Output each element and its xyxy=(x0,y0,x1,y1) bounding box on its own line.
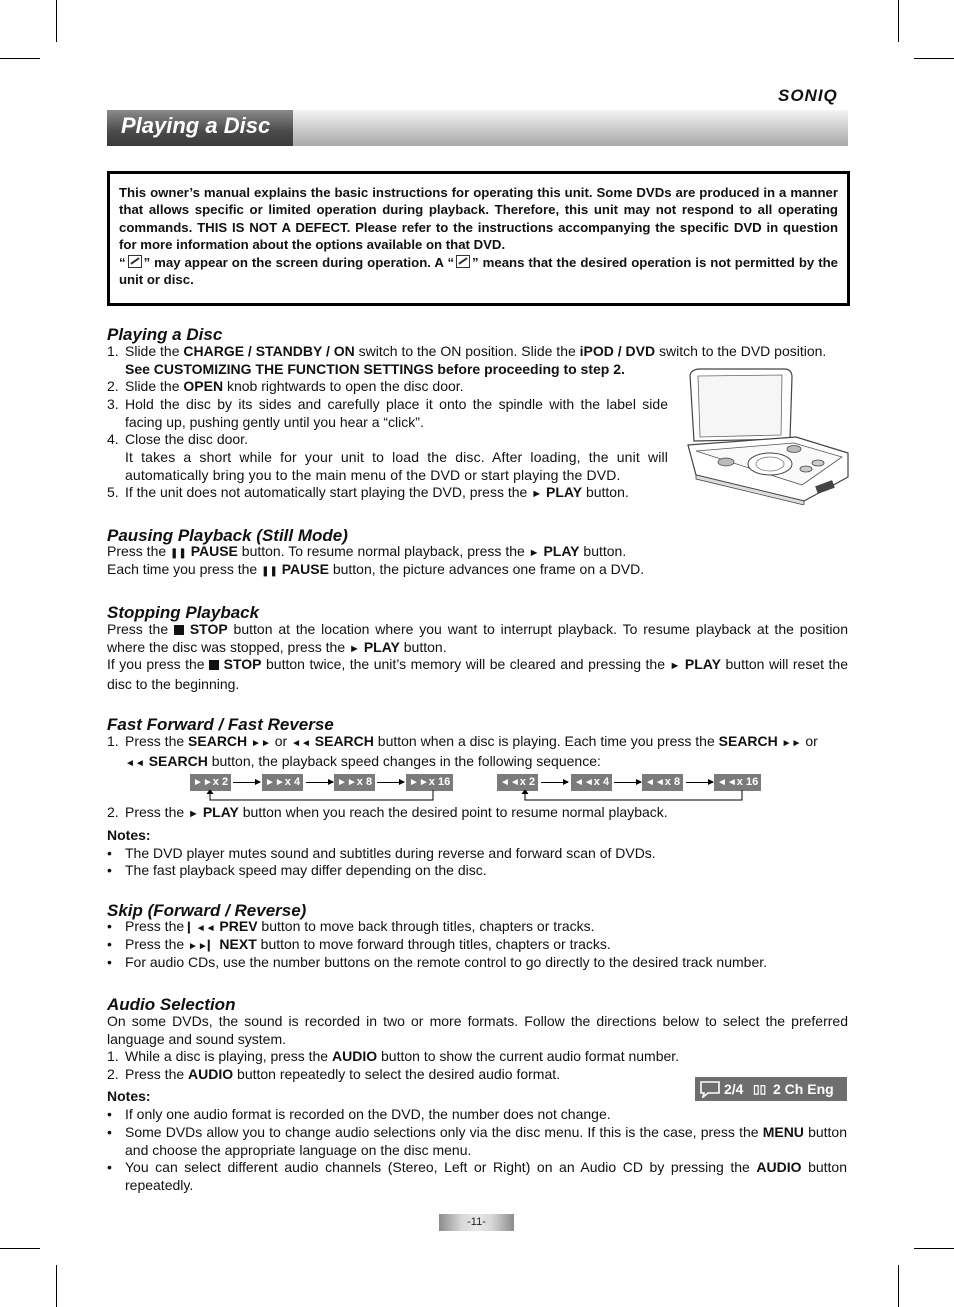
paragraph: Each time you press the ❚❚ PAUSE button, the picture advances one frame on a DVD. xyxy=(107,561,645,577)
bullet-item: • Press the ►►▎ NEXT button to move forward through titles, chapters or tracks. xyxy=(107,936,611,952)
speed-badge: ◄◄x 8 xyxy=(642,774,683,791)
bullet-item: • You can select different audio channels (Stereo, Left or Right) on an Audio CD by pressing the AUDIO button repeatedly. xyxy=(107,1159,847,1193)
list-item: 1. Press the SEARCH ►► or ◄◄ SEARCH button when a disc is playing. Each time you press the SEARCH ►► or ◄◄ SEARCH button, the playback speed changes in the following sequence: xyxy=(107,733,818,769)
play-icon: ► xyxy=(188,808,199,820)
bullet-item: • Some DVDs allow you to change audio selections only via the disc menu. If this is the case, press the MENU button and choose the appropriate language on the disc menu. xyxy=(107,1124,847,1158)
heading-skip: Skip (Forward / Reverse) xyxy=(107,901,307,920)
prohibited-icon xyxy=(128,255,142,268)
crop-mark xyxy=(0,1248,40,1249)
paragraph: Press the STOP button at the location where you want to interrupt playback. To resume playback at the position where the disc was stopped, press the ► PLAY button. xyxy=(107,621,849,655)
speed-badge: ►►x 8 xyxy=(334,774,375,791)
prohibited-icon xyxy=(456,255,470,268)
notice-symbol-line: “ ” may appear on the screen during operation. A “ ” means that the desired operation is not permitted by the unit or disc. xyxy=(119,254,839,288)
speed-badge: ◄◄x 16 xyxy=(714,774,761,791)
dvd-player-illustration xyxy=(686,367,850,505)
list-item: 2. Press the ► PLAY button when you reach the desired point to resume normal playback. xyxy=(107,804,668,820)
list-item: 4. Close the disc door. xyxy=(107,431,248,447)
title-tab xyxy=(107,110,293,146)
notice-box xyxy=(107,171,850,306)
stop-icon xyxy=(174,625,184,635)
fast-forward-icon: ►► xyxy=(781,738,802,749)
next-icon: ►►▎ xyxy=(188,941,216,952)
paragraph: On some DVDs, the sound is recorded in two or more formats. Follow the directions below to select the preferred language and sound system. xyxy=(107,1013,848,1047)
brand-logo: SONIQ xyxy=(778,86,838,105)
audio-format: 2 Ch Eng xyxy=(773,1081,834,1097)
list-item: 2. Slide the OPEN knob rightwards to open the disc door. xyxy=(107,378,464,394)
paragraph: Press the ❚❚ PAUSE button. To resume normal playback, press the ► PLAY button. xyxy=(107,543,627,559)
crop-mark xyxy=(898,0,899,42)
heading-fast: Fast Forward / Fast Reverse xyxy=(107,715,334,734)
dolby-icon: ▯▯ xyxy=(753,1082,767,1096)
loop-arrow xyxy=(520,790,746,804)
list-item: 3. Hold the disc by its sides and carefully place it onto the spindle with the label side facing up, pushing gently until you hear a “click”. xyxy=(107,396,668,430)
bullet-item: • For audio CDs, use the number buttons on the remote control to go directly to the desired track number. xyxy=(107,954,768,970)
speed-badge: ◄◄x 2 xyxy=(497,774,538,791)
bullet-item: • The fast playback speed may differ depending on the disc. xyxy=(107,862,487,878)
speed-badge: ►►x 4 xyxy=(262,774,303,791)
crop-mark xyxy=(56,1265,57,1307)
list-item: 5. If the unit does not automatically start playing the DVD, press the ► PLAY button. xyxy=(107,484,629,500)
crop-mark xyxy=(898,1265,899,1307)
heading-audio: Audio Selection xyxy=(107,995,236,1014)
play-icon: ► xyxy=(528,547,540,559)
bullet-item: • If only one audio format is recorded on the DVD, the number does not change. xyxy=(107,1106,611,1122)
speed-badge: ►►x 2 xyxy=(190,774,231,791)
audio-track-number: 2/4 xyxy=(724,1081,744,1097)
crop-mark xyxy=(914,1248,954,1249)
fast-reverse-icon: ◄◄ xyxy=(125,757,145,769)
page-title: Playing a Disc xyxy=(121,113,271,138)
pause-icon: ❚❚ xyxy=(261,566,278,577)
play-icon: ► xyxy=(531,488,543,500)
paragraph: If you press the STOP button twice, the unit’s memory will be cleared and pressing the ► PLAY button will reset the disc to the beginning. xyxy=(107,656,848,692)
fast-forward-icon: ►► xyxy=(251,738,271,749)
fast-reverse-icon: ◄◄ xyxy=(291,738,311,749)
page-number: -11- xyxy=(439,1214,514,1231)
list-item: 1. Slide the CHARGE / STANDBY / ON switch to the ON position. Slide the iPOD / DVD switch to the DVD position. See CUSTOMIZING THE FUNCTION SETTINGS before proceeding to step 2. xyxy=(107,343,827,377)
bullet-item: • The DVD player mutes sound and subtitles during reverse and forward scan of DVDs. xyxy=(107,845,656,861)
crop-mark xyxy=(914,58,954,59)
crop-mark xyxy=(0,58,40,59)
pause-icon: ❚❚ xyxy=(170,548,187,559)
heading-stopping: Stopping Playback xyxy=(107,603,260,622)
speed-badge: ◄◄x 4 xyxy=(571,774,612,791)
play-icon: ► xyxy=(669,660,681,672)
list-item: 1. While a disc is playing, press the AUDIO button to show the current audio format number. xyxy=(107,1048,680,1064)
stop-icon xyxy=(209,660,219,670)
notes-label: Notes: xyxy=(107,1088,151,1104)
bullet-item: • Press the ▎◄◄ PREV button to move back through titles, chapters or tracks. xyxy=(107,918,595,934)
loop-arrow xyxy=(205,790,437,804)
list-item: 2. Press the AUDIO button repeatedly to select the desired audio format. xyxy=(107,1066,561,1082)
notice-text: This owner’s manual explains the basic instructions for operating this unit. Some DVDs are produced in a manner that allows specific or limited operation during playback. Therefore, this unit may not respond to all operating commands. THIS IS NOT A DEFECT. Please refer to the instructions accompanying the specific DVD in question for more information about the options available on that DVD. xyxy=(119,185,838,253)
list-item-detail: It takes a short while for your unit to load the disc. After loading, the unit will automatically bring you to the main menu of the DVD or start playing the DVD. xyxy=(125,449,668,483)
speed-badge: ►►x 16 xyxy=(406,774,453,791)
notes-label: Notes: xyxy=(107,827,151,843)
prev-icon: ▎◄◄ xyxy=(188,923,216,934)
heading-pausing: Pausing Playback (Still Mode) xyxy=(107,526,348,545)
crop-mark xyxy=(56,0,57,42)
play-icon: ► xyxy=(349,642,360,655)
section-title-bar xyxy=(107,110,848,146)
heading-playing: Playing a Disc xyxy=(107,325,223,344)
